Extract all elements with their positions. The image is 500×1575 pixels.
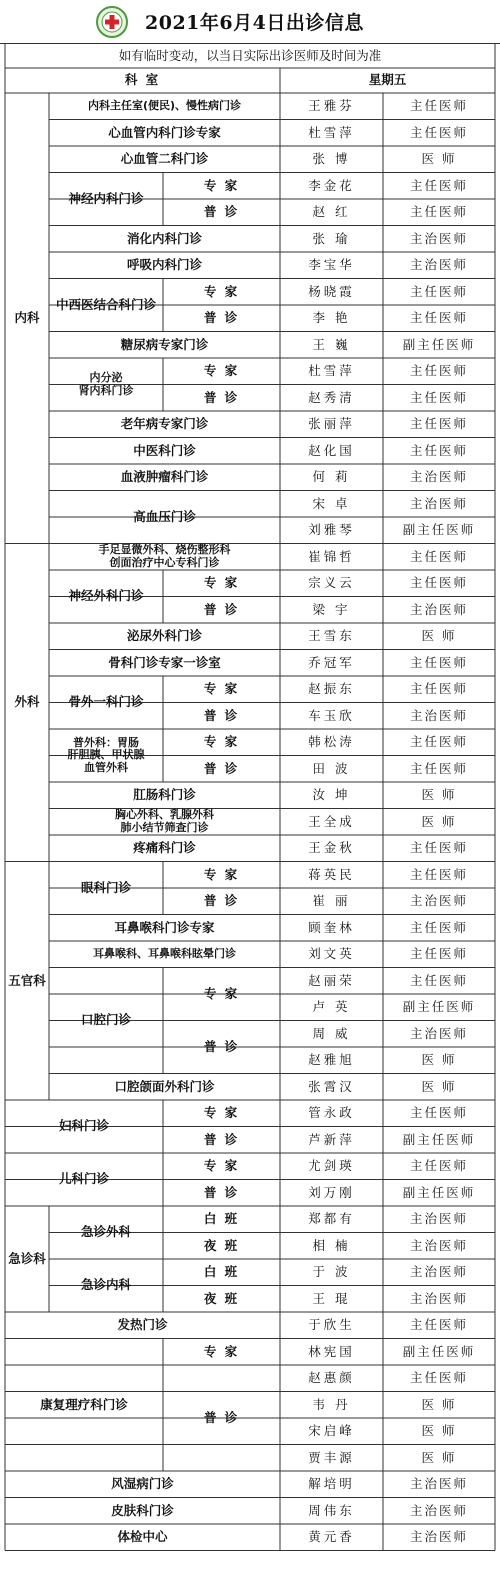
subtype-cell: 夜 班 xyxy=(203,1290,240,1306)
doctor-name-cell: 赵振东 xyxy=(308,681,355,697)
doctor-title-cell: 主任医师 xyxy=(409,124,468,140)
subtype-cell: 专 家 xyxy=(203,575,240,591)
department-cell: 内科主任室(便民)、慢性病门诊 xyxy=(87,98,242,112)
doctor-title-cell: 主治医师 xyxy=(409,1025,468,1041)
department-cell: 消化内科门诊 xyxy=(126,230,202,246)
doctor-name-cell: 王雅芬 xyxy=(308,98,355,114)
subtype-cell: 普 诊 xyxy=(203,1184,240,1200)
subtype-cell: 专 家 xyxy=(203,177,240,193)
doctor-name-cell: 车玉欣 xyxy=(308,707,355,723)
doctor-name-cell: 郑都有 xyxy=(308,1211,355,1227)
doctor-name-cell: 韦 丹 xyxy=(312,1396,351,1412)
doctor-name-cell: 张 博 xyxy=(312,151,351,167)
doctor-title-cell: 主治医师 xyxy=(409,469,468,485)
doctor-name-cell: 宗义云 xyxy=(308,575,355,591)
department-cell: 口腔门诊 xyxy=(80,1012,131,1028)
doctor-name-cell: 李金花 xyxy=(308,177,355,193)
doctor-title-cell: 副主任医师 xyxy=(402,1131,476,1147)
doctor-title-cell: 主任医师 xyxy=(409,98,468,114)
subtype-cell: 普 诊 xyxy=(203,1131,240,1147)
doctor-name-cell: 赵秀清 xyxy=(308,389,355,405)
department-cell: 发热门诊 xyxy=(117,1317,168,1333)
doctor-title-cell: 主任医师 xyxy=(409,416,468,432)
doctor-title-cell: 医 师 xyxy=(421,151,457,167)
doctor-title-cell: 副主任医师 xyxy=(402,1343,476,1359)
doctor-title-cell: 主治医师 xyxy=(409,1502,468,1518)
department-cell: 眼科门诊 xyxy=(80,879,131,895)
doctor-name-cell: 解培明 xyxy=(308,1476,355,1492)
doctor-title-cell: 主治医师 xyxy=(409,1264,468,1280)
doctor-name-cell: 杜雪萍 xyxy=(308,124,355,140)
department-cell: 儿科门诊 xyxy=(58,1171,109,1187)
subtype-cell: 专 家 xyxy=(203,681,240,697)
subtype-cell: 普 诊 xyxy=(203,204,240,220)
doctor-title-cell: 主治医师 xyxy=(409,495,468,511)
doctor-name-cell: 赵 红 xyxy=(312,204,351,220)
department-cell: 耳鼻喉科、耳鼻喉科眩晕门诊 xyxy=(93,946,236,960)
doctor-title-cell: 医 师 xyxy=(421,813,457,829)
doctor-name-cell: 周伟东 xyxy=(308,1502,355,1518)
doctor-title-cell: 主治医师 xyxy=(409,707,468,723)
doctor-name-cell: 杜雪萍 xyxy=(308,363,355,379)
department-cell: 急诊外科 xyxy=(80,1224,131,1240)
doctor-title-cell: 医 师 xyxy=(421,628,457,644)
subtype-cell: 夜 班 xyxy=(203,1237,240,1253)
department-cell: 普外科：胃肠 肝胆胰、甲状腺 血管外科 xyxy=(67,735,145,774)
doctor-name-cell: 刘雅琴 xyxy=(308,522,355,538)
doctor-title-cell: 主治医师 xyxy=(409,893,468,909)
subtype-cell: 专 家 xyxy=(203,866,240,882)
column-header-dept: 科 室 xyxy=(124,72,161,88)
department-cell: 神经内科门诊 xyxy=(68,190,144,206)
doctor-name-cell: 杨晓霞 xyxy=(308,283,355,299)
doctor-title-cell: 副主任医师 xyxy=(402,1184,476,1200)
department-cell: 骨外一科门诊 xyxy=(68,694,144,710)
doctor-title-cell: 主任医师 xyxy=(409,972,468,988)
doctor-title-cell: 主治医师 xyxy=(409,1290,468,1306)
doctor-name-cell: 刘万刚 xyxy=(308,1184,355,1200)
doctor-name-cell: 顾奎林 xyxy=(308,919,355,935)
doctor-name-cell: 李宝华 xyxy=(308,257,355,273)
doctor-name-cell: 管永政 xyxy=(308,1105,355,1121)
subtype-cell: 专 家 xyxy=(203,363,240,379)
doctor-title-cell: 主任医师 xyxy=(409,283,468,299)
department-cell: 骨科门诊专家一诊室 xyxy=(108,654,221,670)
doctor-title-cell: 医 师 xyxy=(421,787,457,803)
doctor-name-cell: 蒋英民 xyxy=(308,866,355,882)
doctor-name-cell: 于 波 xyxy=(312,1264,351,1280)
doctor-name-cell: 周 威 xyxy=(312,1025,351,1041)
doctor-name-cell: 卢 英 xyxy=(312,999,351,1015)
subtype-cell: 普 诊 xyxy=(203,389,240,405)
doctor-name-cell: 宋 卓 xyxy=(312,495,351,511)
doctor-name-cell: 田 波 xyxy=(312,760,351,776)
doctor-title-cell: 副主任医师 xyxy=(402,522,476,538)
doctor-name-cell: 王雪东 xyxy=(308,628,355,644)
doctor-name-cell: 芦新萍 xyxy=(308,1131,355,1147)
doctor-title-cell: 医 师 xyxy=(421,1449,457,1465)
doctor-name-cell: 王 巍 xyxy=(312,336,351,352)
doctor-title-cell: 主治医师 xyxy=(409,1529,468,1545)
doctor-title-cell: 主任医师 xyxy=(409,840,468,856)
doctor-title-cell: 副主任医师 xyxy=(402,336,476,352)
doctor-name-cell: 何 莉 xyxy=(312,469,351,485)
department-cell: 糖尿病专家门诊 xyxy=(120,336,209,352)
doctor-name-cell: 张丽萍 xyxy=(308,416,355,432)
doctor-name-cell: 王 琨 xyxy=(312,1290,351,1306)
subtype-cell: 专 家 xyxy=(203,985,240,1001)
doctor-title-cell: 主任医师 xyxy=(409,1370,468,1386)
department-cell: 肛肠科门诊 xyxy=(133,787,196,803)
doctor-name-cell: 于欣生 xyxy=(308,1317,355,1333)
department-cell: 胸心外科、乳腺外科 肺小结节筛查门诊 xyxy=(115,808,214,834)
doctor-title-cell: 主治医师 xyxy=(409,230,468,246)
notice-text: 如有临时变动，以当日实际出诊医师及时间为准 xyxy=(118,47,382,63)
doctor-name-cell: 赵丽荣 xyxy=(308,972,355,988)
doctor-title-cell: 主任医师 xyxy=(409,919,468,935)
doctor-title-cell: 医 师 xyxy=(421,1078,457,1094)
doctor-title-cell: 主任医师 xyxy=(409,654,468,670)
doctor-title-cell: 主治医师 xyxy=(409,257,468,273)
doctor-name-cell: 赵化国 xyxy=(308,442,355,458)
department-cell: 皮肤科门诊 xyxy=(111,1502,174,1518)
doctor-title-cell: 主治医师 xyxy=(409,1211,468,1227)
doctor-name-cell: 林宪国 xyxy=(308,1343,355,1359)
subtype-cell: 普 诊 xyxy=(203,601,240,617)
category-cell: 五官科 xyxy=(8,972,46,988)
subtype-cell: 普 诊 xyxy=(203,1409,240,1425)
department-cell: 神经外科门诊 xyxy=(68,588,144,604)
doctor-name-cell: 尤剑瑛 xyxy=(308,1158,355,1174)
doctor-title-cell: 主治医师 xyxy=(409,1476,468,1492)
department-cell: 妇科门诊 xyxy=(58,1118,109,1134)
subtype-cell: 普 诊 xyxy=(203,310,240,326)
department-cell: 中医科门诊 xyxy=(133,442,196,458)
subtype-cell: 专 家 xyxy=(203,1158,240,1174)
department-cell: 体检中心 xyxy=(117,1529,168,1545)
doctor-title-cell: 主任医师 xyxy=(409,548,468,564)
doctor-name-cell: 张霄汉 xyxy=(308,1078,355,1094)
doctor-title-cell: 主任医师 xyxy=(409,389,468,405)
column-header-day: 星期五 xyxy=(368,72,407,88)
subtype-cell: 白 班 xyxy=(203,1211,240,1227)
doctor-title-cell: 医 师 xyxy=(421,1052,457,1068)
doctor-title-cell: 副主任医师 xyxy=(402,999,476,1015)
doctor-name-cell: 李 艳 xyxy=(312,310,351,326)
subtype-cell: 普 诊 xyxy=(203,707,240,723)
department-cell: 心血管二科门诊 xyxy=(120,151,209,167)
subtype-cell: 普 诊 xyxy=(203,760,240,776)
doctor-title-cell: 主治医师 xyxy=(409,601,468,617)
doctor-title-cell: 主任医师 xyxy=(409,734,468,750)
category-cell: 内科 xyxy=(14,310,40,326)
category-cell: 急诊科 xyxy=(8,1250,46,1266)
doctor-name-cell: 王全成 xyxy=(308,813,355,829)
page-title: 2021年6月4日出诊信息 xyxy=(145,12,364,34)
doctor-name-cell: 宋启峰 xyxy=(308,1423,355,1439)
department-cell: 急诊内科 xyxy=(80,1277,131,1293)
doctor-name-cell: 崔 丽 xyxy=(312,893,351,909)
doctor-title-cell: 主任医师 xyxy=(409,310,468,326)
subtype-cell: 专 家 xyxy=(203,283,240,299)
doctor-title-cell: 医 师 xyxy=(421,1423,457,1439)
department-cell: 口腔颌面外科门诊 xyxy=(114,1078,215,1094)
doctor-name-cell: 相 楠 xyxy=(312,1237,351,1253)
department-cell: 老年病专家门诊 xyxy=(120,416,209,432)
doctor-name-cell: 崔锦哲 xyxy=(308,548,355,564)
doctor-name-cell: 梁 宇 xyxy=(312,601,351,617)
subtype-cell: 白 班 xyxy=(203,1264,240,1280)
doctor-title-cell: 主任医师 xyxy=(409,1105,468,1121)
doctor-title-cell: 医 师 xyxy=(421,1396,457,1412)
doctor-name-cell: 韩松涛 xyxy=(308,734,355,750)
department-cell: 风湿病门诊 xyxy=(111,1476,174,1492)
doctor-title-cell: 主任医师 xyxy=(409,1317,468,1333)
department-cell: 内分泌 肾内科门诊 xyxy=(78,370,134,397)
department-cell: 康复理疗科门诊 xyxy=(40,1396,128,1412)
subtype-cell: 专 家 xyxy=(203,734,240,750)
doctor-name-cell: 贾丰源 xyxy=(308,1449,355,1465)
department-cell: 耳鼻喉科门诊专家 xyxy=(114,919,215,935)
doctor-title-cell: 主治医师 xyxy=(409,1237,468,1253)
subtype-cell: 普 诊 xyxy=(203,893,240,909)
department-cell: 泌尿外科门诊 xyxy=(126,628,202,644)
doctor-name-cell: 乔冠军 xyxy=(308,654,355,670)
department-cell: 高血压门诊 xyxy=(133,508,196,524)
doctor-title-cell: 主任医师 xyxy=(409,204,468,220)
doctor-name-cell: 赵雅旭 xyxy=(308,1052,355,1068)
doctor-title-cell: 主任医师 xyxy=(409,946,468,962)
department-cell: 手足显微外科、烧伤整形科 创面治疗中心专科门诊 xyxy=(98,543,231,569)
doctor-name-cell: 王金秋 xyxy=(308,840,355,856)
doctor-title-cell: 主任医师 xyxy=(409,1158,468,1174)
department-cell: 疼痛科门诊 xyxy=(133,840,196,856)
category-cell: 外科 xyxy=(14,694,40,710)
doctor-title-cell: 主任医师 xyxy=(409,442,468,458)
department-cell: 心血管内科门诊专家 xyxy=(108,124,221,140)
department-cell: 中西医结合科门诊 xyxy=(55,296,156,312)
doctor-title-cell: 主任医师 xyxy=(409,177,468,193)
subtype-cell: 专 家 xyxy=(203,1343,240,1359)
doctor-title-cell: 主任医师 xyxy=(409,866,468,882)
subtype-cell: 普 诊 xyxy=(203,1038,240,1054)
doctor-name-cell: 黄元香 xyxy=(308,1529,355,1545)
doctor-name-cell: 汝 坤 xyxy=(312,787,351,803)
department-cell: 血液肿瘤科门诊 xyxy=(120,469,209,485)
doctor-name-cell: 刘文英 xyxy=(308,946,355,962)
doctor-title-cell: 主任医师 xyxy=(409,363,468,379)
doctor-title-cell: 主任医师 xyxy=(409,575,468,591)
doctor-name-cell: 张 瑜 xyxy=(312,230,351,246)
doctor-title-cell: 主任医师 xyxy=(409,760,468,776)
doctor-name-cell: 赵惠颜 xyxy=(308,1370,355,1386)
doctor-title-cell: 主任医师 xyxy=(409,681,468,697)
department-cell: 呼吸内科门诊 xyxy=(126,257,202,273)
subtype-cell: 专 家 xyxy=(203,1105,240,1121)
